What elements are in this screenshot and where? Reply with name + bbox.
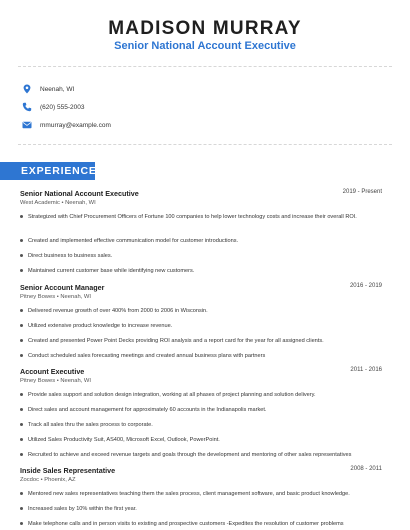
job-dates: 2016 - 2019 (349, 283, 382, 289)
bullet-dot (20, 507, 23, 510)
job-org: Pitney Bowes • Neenah, WI (20, 378, 91, 384)
bullet-text: Strategized with Chief Procurement Officers of Fortune 100 companies to help lower technology costs and increase their overall ROI. (28, 214, 357, 220)
job-role: Inside Sales Representative (20, 466, 116, 475)
bullet-dot (20, 438, 23, 441)
phone-text: (620) 555-2003 (40, 103, 85, 111)
bullet-text: Recruited to achieve and exceed revenue targets and goals through the development and mentoring of other sales representatives (28, 452, 352, 458)
job-org: Zocdoc • Phoenix, AZ (20, 477, 76, 483)
bullet-dot (20, 215, 23, 218)
job-role: Senior Account Manager (20, 283, 105, 292)
bullet-dot (20, 408, 23, 411)
bullet-text: Delivered revenue growth of over 400% from 2000 to 2006 in Wisconsin. (28, 308, 208, 314)
bullet-text: Increased sales by 10% within the first year. (28, 506, 137, 512)
bullet-dot (20, 269, 23, 272)
divider-bottom (18, 144, 392, 145)
bullet-text: Mentored new sales representatives teaching them the sales process, client management software, and basic product knowledge. (28, 491, 350, 497)
bullet-text: Direct business to business sales. (28, 253, 113, 259)
bullet-dot (20, 492, 23, 495)
bullet-text: Created and presented Power Point Decks providing ROI analysis and a report card for the year for all assigned clients. (28, 338, 324, 344)
location-pin-icon (22, 84, 32, 94)
email-text: mmurray@example.com (40, 121, 111, 129)
bullet-text: Utilized Sales Productivity Suit, AS400, Microsoft Excel, Outlook, PowerPoint. (28, 437, 220, 443)
bullet-text: Track all sales thru the sales process to corporate. (28, 422, 153, 428)
experience-heading: EXPERIENCE (21, 165, 97, 177)
job-dates: 2008 - 2011 (350, 466, 382, 472)
contact-location (22, 82, 74, 96)
job-dates: 2019 - Present (342, 189, 382, 195)
bullet-dot (20, 393, 23, 396)
job-org: West Academic • Neenah, WI (20, 200, 96, 206)
bullet-text: Maintained current customer base while identifying new customers. (28, 268, 195, 274)
bullet-text: Utilized extensive product knowledge to increase revenue. (28, 323, 173, 329)
bullet-dot (20, 354, 23, 357)
candidate-name: MADISON MURRAY (108, 18, 302, 39)
bullet-text: Direct sales and account management for approximately 60 accounts in the Indianapolis market. (28, 407, 267, 413)
bullet-dot (20, 254, 23, 257)
bullet-dot (20, 324, 23, 327)
bullet-dot (20, 339, 23, 342)
bullet-text: Created and implemented effective communication model for customer introductions. (28, 238, 239, 244)
bullet-text: Conduct scheduled sales forecasting meetings and created annual business plans with partners (28, 353, 266, 359)
experience-header-band (0, 162, 95, 180)
email-icon (22, 120, 32, 130)
candidate-title: Senior National Account Executive (114, 40, 296, 52)
contact-email (22, 118, 111, 132)
contact-phone (22, 100, 84, 114)
bullet-dot (20, 309, 23, 312)
job-org: Pitney Bowes • Neenah, WI (20, 294, 91, 300)
bullet-text: Provide sales support and solution design integration, working at all phases of project planning and solution delivery. (28, 392, 316, 398)
bullet-text: Make telephone calls and in person visits to existing and prospective customers -Expedites the resolution of customer problems (28, 521, 344, 527)
divider-top (18, 66, 392, 67)
bullet-dot (20, 522, 23, 525)
bullet-dot (20, 453, 23, 456)
job-role: Account Executive (20, 367, 85, 376)
location-text: Neenah, WI (40, 85, 75, 93)
bullet-dot (20, 239, 23, 242)
job-dates: 2011 - 2016 (350, 367, 382, 373)
phone-icon (22, 102, 32, 112)
job-role: Senior National Account Executive (20, 189, 139, 198)
bullet-dot (20, 423, 23, 426)
